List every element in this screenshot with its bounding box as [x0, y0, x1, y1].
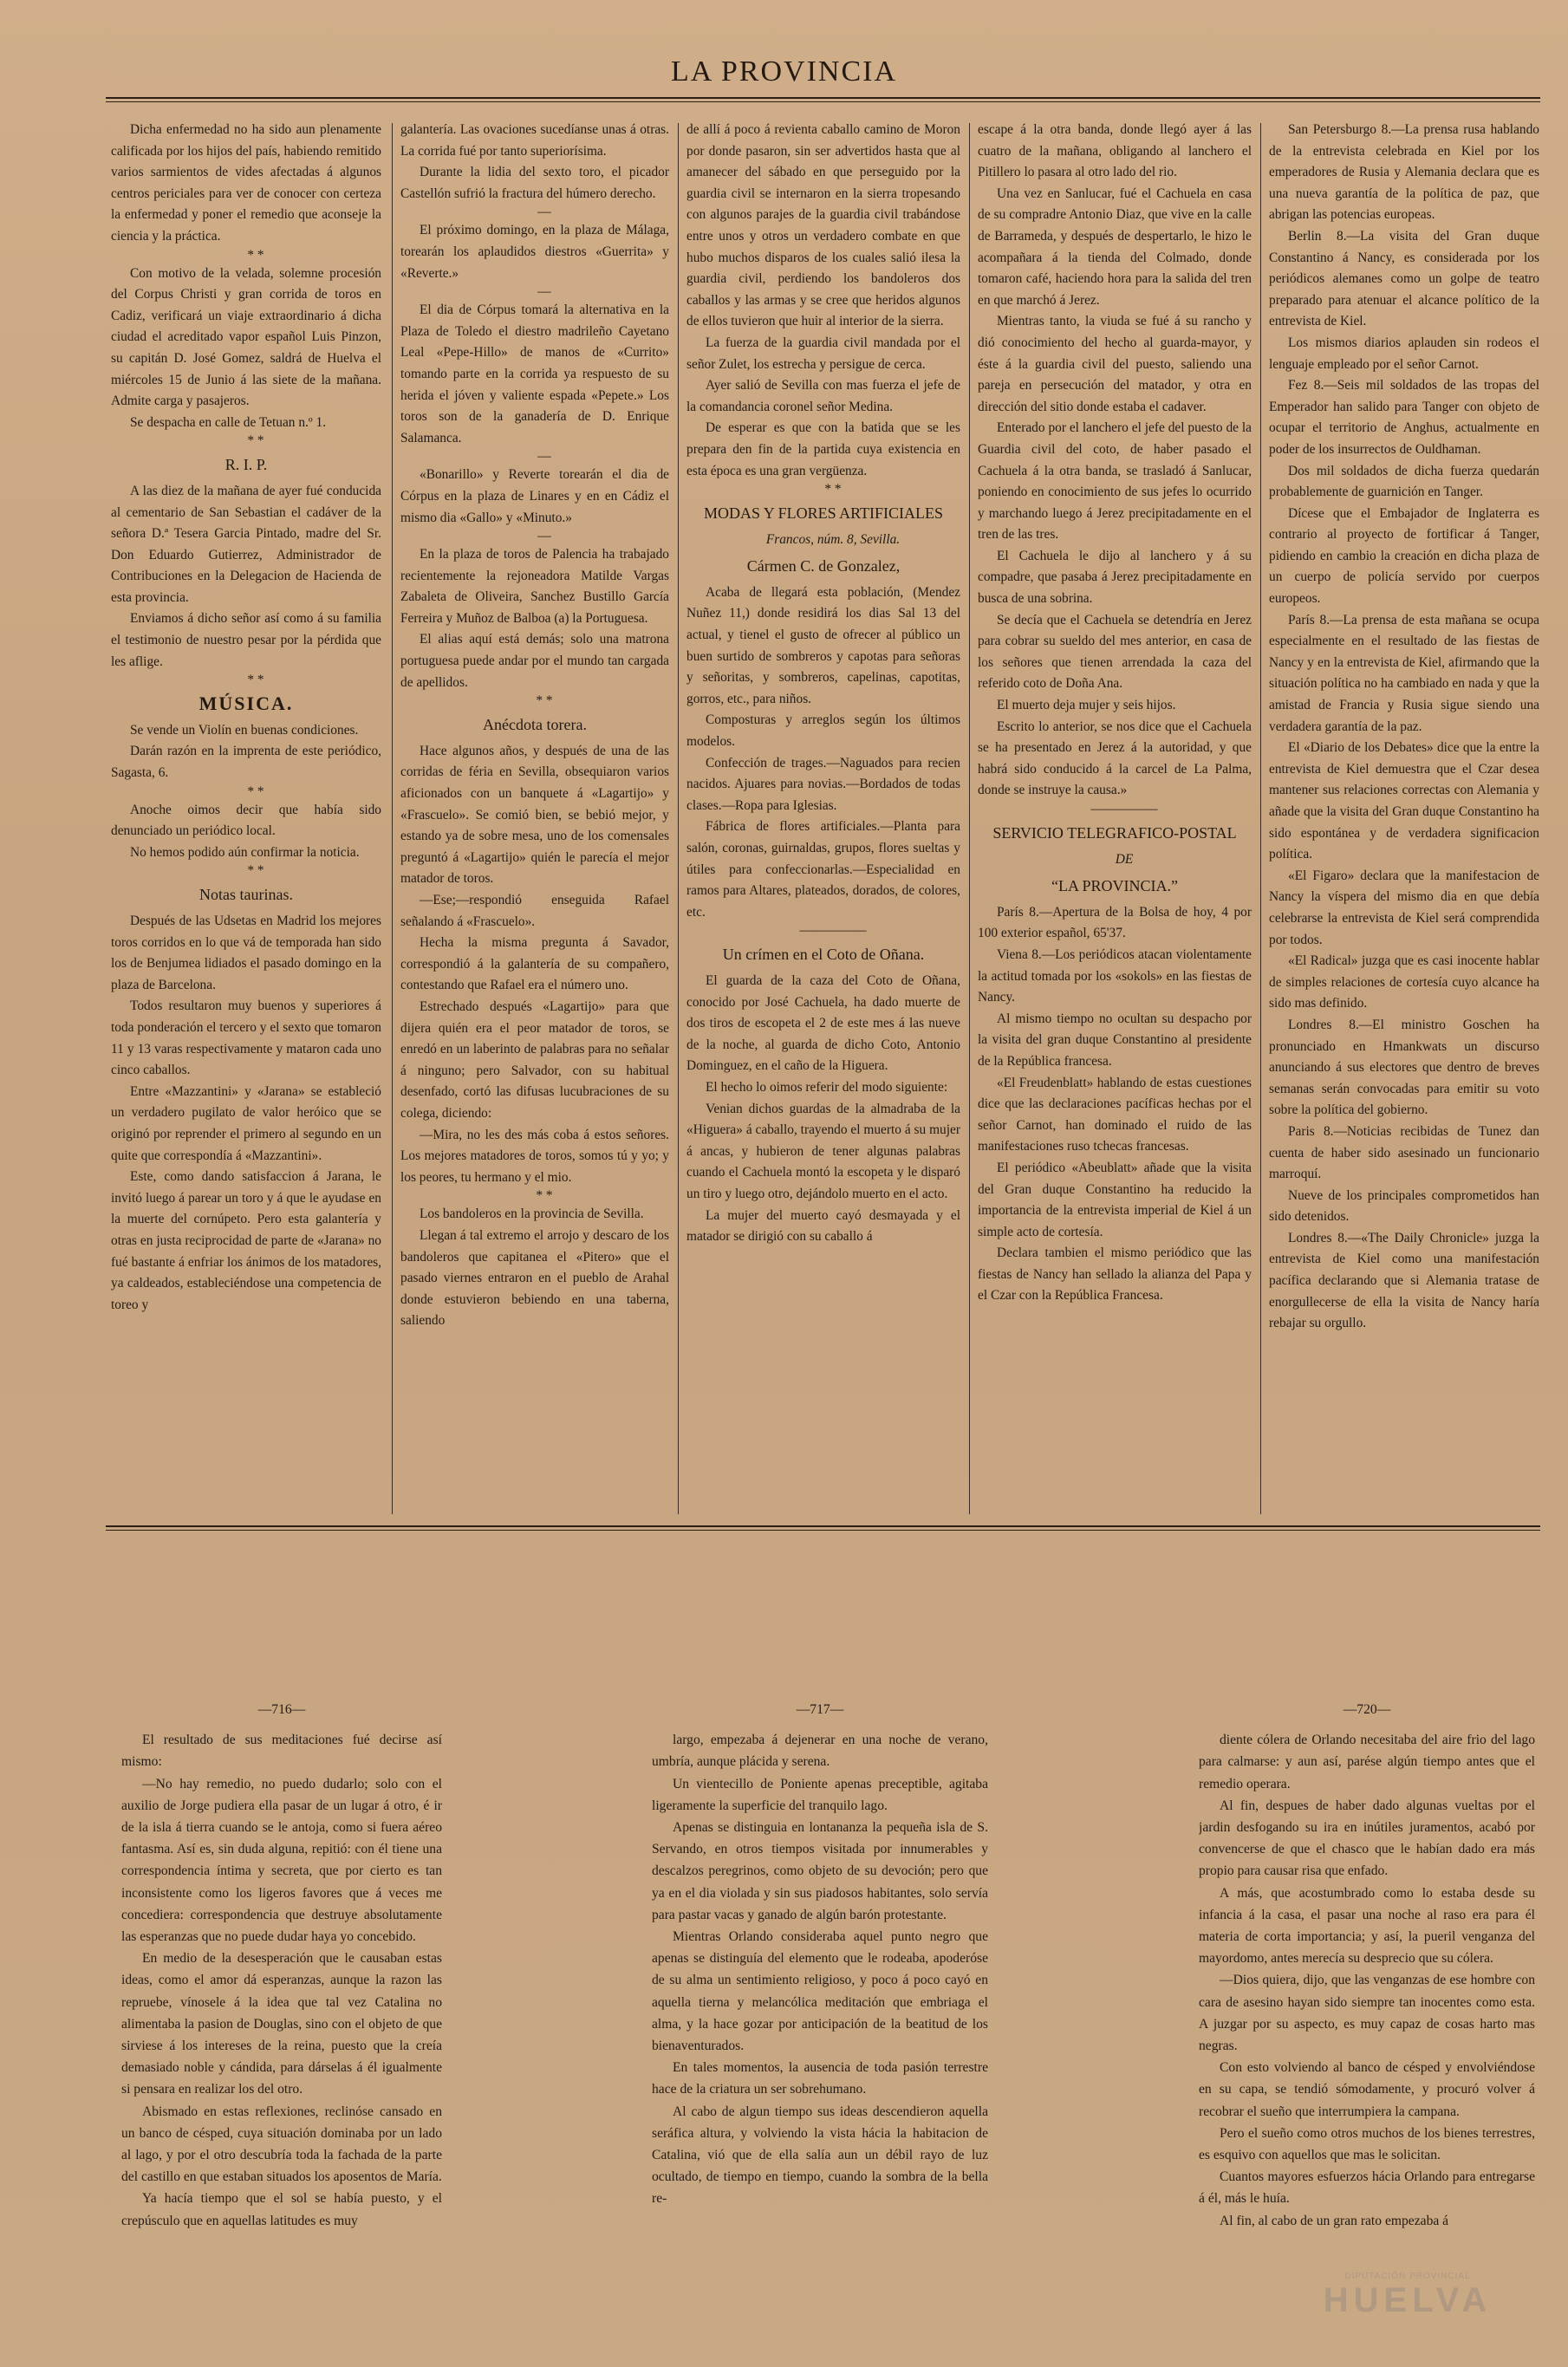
article-paragraph: Enviamos á dicho señor así como á su familia el testimonio de nuestro pesar por la pérdida que les aflige.	[111, 611, 381, 669]
separator: * *	[536, 1188, 553, 1204]
article-paragraph: El guarda de la caza del Coto de Oñana, conocido por José Cachuela, ha dado muerte de dos tiros de escopeta el 2 de este mes á las nueve de la noche, al guarda de dicho Coto, Antonio Dominguez, en el caño de la Higuera.	[686, 972, 960, 1074]
article-paragraph: París 8.—Apertura de la Bolsa de hoy, 4 por 100 exterior español, 65'37.	[978, 904, 1252, 941]
separator: * *	[536, 693, 553, 709]
column-divider	[1260, 123, 1261, 1514]
watermark-big-text: HUELVA	[1323, 2281, 1493, 2319]
article-paragraph: El muerto deja mujer y seis hijos.	[997, 698, 1176, 713]
article-paragraph: Se vende un Violín en buenas condiciones.	[130, 722, 359, 738]
folletin-column-1	[121, 1699, 442, 2271]
article-paragraph: Hecha la misma pregunta á Savador, correspondió á la galantería de su compañero, contestando que Rafael era el número uno.	[400, 935, 669, 993]
article-paragraph: Escrito lo anterior, se nos dice que el Cachuela se ha presentado en Jerez á la autoridad, y que habrá sido conducido á la carcel de La Palma, donde se instruye la causa.»	[978, 719, 1252, 798]
separator: * *	[247, 784, 264, 799]
folletin-paragraph: Abismado en estas reflexiones, reclinóse cansado en un banco de césped, cuya situación dominaba por un lado al lago, y por el otro descubría toda la fachada de la parte del castillo en que estaban situados los aposentos de María.	[121, 2104, 442, 2185]
folletin-paragraph: —No hay remedio, no puedo dudarlo; solo con el auxilio de Jorge pudiera ella pasar de un lugar á otro, é ir de la isla á tierra cuando se le antoja, como si fuera aéreo fantasma. Así es, sin duda alguna, repitió: con él tiene una correspondencia íntima y secreta, que por cierto es tan inconsistente como los ligeros favores que á veces me concediera: correspondencia que destruye absolutamente las esperanzas que no puede dudar haya yo concebido.	[121, 1776, 442, 1945]
section-heading: Notas taurinas.	[199, 886, 293, 904]
section-rule-top	[106, 1525, 1540, 1527]
folletin-paragraph: En tales momentos, la ausencia de toda pasión terrestre hace de la criatura un ser sobrehumano.	[652, 2060, 988, 2097]
article-paragraph: galantería. Las ovaciones sucedíanse unas á otras. La corrida fué por tanto superiorísima.	[400, 122, 669, 159]
article-paragraph: La mujer del muerto cayó desmayada y el matador se dirigió con su caballo á	[686, 1207, 960, 1245]
masthead-rule-top	[106, 97, 1540, 99]
article-paragraph: Se decía que el Cachuela se detendría en Jerez para cobrar su sueldo del mes anterior, en casa de los señores que tienen arrendada la caza del referido coto de Doña Ana.	[978, 612, 1252, 692]
article-paragraph: Confección de trages.—Naguados para recien nacidos. Ajuares para novias.—Bordados de todas clases.—Ropa para Iglesias.	[686, 755, 960, 813]
article-paragraph: escape á la otra banda, donde llegó ayer á las cuatro de la mañana, obligando al lanchero el Pitillero lo pasara al otro lado del rio.	[978, 122, 1252, 180]
article-paragraph: Viena 8.—Los periódicos atacan violentamente la actitud tomada por los «sokols» en las fiestas de Nancy.	[978, 946, 1252, 1005]
article-paragraph: El dia de Córpus tomará la alternativa en la Plaza de Toledo el diestro madrileño Cayetano Leal «Pepe-Hillo» de manos de «Currito» tomando parte en la corrida ya respuesto de su herida el jóven y valiente espada «Pepete.» Los toros son de la ganadería de D. Enrique Salamanca.	[400, 302, 669, 445]
article-paragraph: Llegan á tal extremo el arrojo y descaro de los bandoleros que capitanea el «Pitero» que el pasado viernes entraron en el pueblo de Arahal donde estuvieron bebiendo en una taberna, saliendo	[400, 1227, 669, 1329]
article-paragraph: Paris 8.—Noticias recibidas de Tunez dan cuenta de haber sido asesinado un funcionario marroquí.	[1269, 1123, 1539, 1182]
article-paragraph: Estrechado después «Lagartijo» para que dijera quién era el peor matador de toros, se enredó en un laberinto de palabras para no señalar á ninguno; pero Salvador, con su habitual desenfado, cortó las difusas lucubraciones de su colega, diciendo:	[400, 998, 669, 1121]
article-paragraph: Ayer salió de Sevilla con mas fuerza el jefe de la comandancia coronel señor Medina.	[686, 378, 960, 414]
article-paragraph: Todos resultaron muy buenos y superiores á toda ponderación el tercero y el sexto que tomaron 11 y 13 varas respectivamente y mataron cada uno cinco caballos.	[111, 998, 381, 1078]
article-paragraph: —Ese;—respondió enseguida Rafael señalando á «Frascuelo».	[400, 893, 669, 929]
folletin-column-3	[1199, 1699, 1535, 2271]
article-paragraph: La fuerza de la guardia civil mandada por el señor Zulet, los estrecha y persigue de cerca.	[686, 335, 960, 372]
folletin-column-2	[652, 1699, 988, 2271]
article-paragraph: Nueve de los principales comprometidos han sido detenidos.	[1269, 1187, 1539, 1225]
masthead-rule-bottom	[106, 101, 1540, 102]
article-paragraph: «El Radical» juzga que es casi inocente hablar de simples relaciones de cortesía cuyo alcance ha sido mas definido.	[1269, 953, 1539, 1011]
section-rule-bottom	[106, 1530, 1540, 1531]
article-paragraph: Después de las Udsetas en Madrid los mejores toros corridos en lo que vá de temporada han sido los de Benjumea lidiados el pasado domingo en la plaza de Barcelona.	[111, 914, 381, 992]
folletin-paragraph: Cuantos mayores esfuerzos hácia Orlando para entregarse á él, más le huía.	[1199, 2169, 1535, 2207]
section-heading: Anécdota torera.	[483, 716, 587, 734]
article-paragraph: Al mismo tiempo no ocultan su despacho por la visita del gran duque Constantino al presidente de la República francesa.	[978, 1011, 1252, 1069]
article-paragraph: «El Figaro» declara que la manifestacion de Nancy la víspera del mismo dia en que debía celebrarse la entrevista de Kiel será comprendida por todos.	[1269, 868, 1539, 947]
article-paragraph: Mientras tanto, la viuda se fué á su rancho y dió conocimiento del hecho al guarda-mayor, y éste á la guardia civil del puesto, saliendo una pareja en persecución del matador, y otra en dirección del sitio donde estaba el cadaver.	[978, 314, 1252, 414]
separator: * *	[824, 482, 842, 497]
article-paragraph: El Cachuela le dijo al lanchero y á su compadre, que pasaba á Jerez precipitadamente en busca de una sobrina.	[978, 548, 1252, 607]
column-divider	[392, 123, 393, 1514]
article-paragraph: A las diez de la mañana de ayer fué conducida al cementario de San Sebastian el cadáver de la señora D.ª Tesera Garcia Pintado, madre del Sr. Don Eduardo Gutierrez, Administrador de Contribuciones en la Delegacion de Hacienda de esta provincia.	[111, 483, 381, 605]
article-paragraph: Dicha enfermedad no ha sido aun plenamente calificada por los hijos del país, habiendo remitido varios sarmientos de vides afectadas á algunos centros periciales para ver de conocer con certeza la enfermedad y poner el remedio que aconseje la ciencia y la práctica.	[111, 122, 381, 244]
article-paragraph: Dícese que el Embajador de Inglaterra es contrario al proyecto de fortificar á Tanger, pidiendo en cambio la creación en dicha plaza de un cuerpo de policía servido por cuerpos europeos.	[1269, 505, 1539, 607]
article-paragraph: Los mismos diarios aplauden sin rodeos el lenguaje empleado por el señor Carnot.	[1269, 335, 1539, 372]
page-number: —716—	[257, 1702, 306, 1717]
article-paragraph: Hace algunos años, y después de una de las corridas de féria en Sevilla, obsequiaron varios aficionados con un banquete á «Lagartijo» y «Frascuelo». Se comió bien, se bebió mejor, y estando ya de sobre mesa, uno de los comensales preguntó á «Lagartijo» quién le parecía el mejor matador de toros.	[400, 743, 669, 887]
folletin-paragraph: Al fin, despues de haber dado algunas vueltas por el jardin desfogando su ira en inútiles juramentos, acabó por convencerse de que el chasco que le habían dado era más propio para causar risa que enfado.	[1199, 1798, 1535, 1879]
folletin-paragraph: —Dios quiera, dijo, que las venganzas de ese hombre con cara de asesino hayan sido siempre tan inocentes como esta. A juzgar por su aspecto, es muy capaz de cosas harto mas negras.	[1199, 1973, 1535, 2054]
article-paragraph: Londres 8.—«The Daily Chronicle» juzga la entrevista de Kiel como una manifestación pacífica declarando que si Alemania tratase de enorgullecerse de ella la visita de Nancy haría rebajar su orgullo.	[1269, 1230, 1539, 1331]
folletin-paragraph: Un vientecillo de Poniente apenas preceptible, agitaba ligeramente la superficie del tranquilo lago.	[652, 1776, 988, 1813]
article-paragraph: Darán razón en la imprenta de este periódico, Sagasta, 6.	[111, 744, 381, 781]
folletin-paragraph: Apenas se distinguia en lontananza la pequeña isla de S. Servando, en otros tiempos visitada por innumerables y descalzos peregrinos, como objeto de su devoción; pero que ya en el dia violada y sin sus piadosos habitantes, solo servía para pastar vacas y ganado de algún barón protestante.	[652, 1820, 988, 1922]
separator: * *	[247, 247, 264, 263]
article-paragraph: Los bandoleros en la provincia de Sevilla.	[420, 1206, 644, 1222]
folletin-paragraph: En medio de la desesperación que le causaban estas ideas, como el amor dá esperanzas, aunque la razon las repruebe, vínosele á la idea que tal vez Catalina no alimentaba la pasion de Douglas, sino con el objeto de que sirviese á los intereses de la reina, puesto que la creía demasiado noble y cándida, para dárselas á él igualmente si pensara en realizar los del otro.	[121, 1951, 442, 2097]
article-paragraph: El periódico «Abeublatt» añade que la visita del Gran duque Constantino ha reducido la importancia de la entrevista imperial de Kiel á un simple acto de cortesía.	[978, 1160, 1252, 1239]
section-heading: MÚSICA.	[198, 693, 294, 715]
article-paragraph: Dos mil soldados de dicha fuerza quedarán probablemente de guarnición en Tanger.	[1269, 463, 1539, 500]
folletin-paragraph: diente cólera de Orlando necesitaba del aire frio del lago para calmarse: y aun así, parése algún tiempo antes que el remedio operara.	[1199, 1733, 1535, 1792]
article-paragraph: París 8.—La prensa de esta mañana se ocupa especialmente en el resultado de las fiestas de Nancy y en la entrevista de Kiel, afirmando que la situación política no ha cambiado en nada y que la amistad de Francia y Rusia sigue siendo una verdadera garantía de la paz.	[1269, 612, 1539, 734]
folletin-paragraph: Con esto volviendo al banco de césped y envolviéndose en su capa, se tendió sómodamente, y procuró volver á recobrar el sueño que interrumpiera la campana.	[1199, 2060, 1535, 2119]
separator: * *	[247, 433, 264, 449]
article-paragraph: Se despacha en calle de Tetuan n.º 1.	[130, 414, 327, 430]
page-number: —720—	[1343, 1702, 1391, 1717]
article-paragraph: El alias aquí está demás; solo una matrona portuguesa puede andar por el mundo tan cargada de apellidos.	[400, 632, 669, 690]
column-4	[978, 120, 1252, 1517]
article-paragraph: El próximo domingo, en la plaza de Málaga, torearán los aplaudidos diestros «Guerrita» y «Reverte.»	[400, 223, 669, 281]
article-paragraph: El «Diario de los Debates» dice que la entre la entrevista de Kiel demuestra que el Czar desea mantener sus relaciones correctas con Alemania y añade que la visita del Gran duque Constantino ha sido espontánea y de verdadera significacion política.	[1269, 740, 1539, 862]
article-paragraph: Fez 8.—Seis mil soldados de las tropas del Emperador han salido para Tanger con objeto de ocupar el territorio de Anghus, actualmente en poder de los insurrectos de Ouldhaman.	[1269, 378, 1539, 457]
article-paragraph: Con motivo de la velada, solemne procesión del Corpus Christi y gran corrida de toros en Cadiz, verificará un viaje extraordinario á dicha ciudad el acreditado vapor español Luis Pinzon, su capitán D. José Gomez, saldrá de Huelva el miércoles 15 de Junio á las siete de la mañana. Admite carga y pasajeros.	[111, 265, 381, 409]
article-paragraph: Anoche oimos decir que había sido denunciado un periódico local.	[111, 802, 381, 839]
folletin-paragraph: Mientras Orlando consideraba aquel punto negro que apenas se distinguía del elemento que le rodeaba, apoderóse de su alma un sentimiento religioso, y poco á poco cayó en aquella tierna y melancólica meditación que embriaga el alma, y la hace gozar por anticipación de la beatitud de los bienaventurados.	[652, 1929, 988, 2054]
article-paragraph: San Petersburgo 8.—La prensa rusa hablando de la entrevista celebrada en Kiel por los emperadores de Rusia y Alemania declara que es una nueva garantía de la política de paz, que abrigan las potencias europeas.	[1269, 122, 1539, 223]
section-heading: MODAS Y FLORES ARTIFICIALES	[703, 504, 944, 523]
separator: —	[537, 529, 551, 544]
article-paragraph: «Bonarillo» y Reverte torearán el dia de Córpus en la plaza de Linares y en en Cádiz el mismo dia «Gallo» y «Minuto.»	[400, 467, 669, 525]
separator: —————	[799, 923, 867, 939]
column-2	[400, 120, 669, 1517]
article-paragraph: «El Freudenblatt» hablando de estas cuestiones dice que las declaraciones pacíficas hechas por el señor Carnot, han dominado el ruido de las manifestaciones ruso tchecas francesas.	[978, 1075, 1252, 1154]
article-paragraph: Venian dichos guardas de la almadraba de la «Higuera» á caballo, trayendo el muerto á su mujer á ancas, y hubieron de tener algunas palabras cuando el Cachuela montó la escopeta y le disparó un tiro y luego otro, dejándolo muerto en el acto.	[686, 1101, 960, 1201]
folletin-paragraph: Al cabo de algun tiempo sus ideas descendieron aquella seráfica altura, y volviendo la vista hácia la habitacion de Catalina, vió que de ella salía aun un débil rayo de luz ocultado, de tiempo en tiempo, cuando la sombra de la bella re-	[652, 2104, 988, 2207]
masthead-title: LA PROVINCIA	[670, 55, 898, 88]
section-heading: Cármen C. de Gonzalez,	[746, 557, 901, 575]
article-paragraph: Entre «Mazzantini» y «Jarana» se estableció un verdadero pugilato de valor heróico que se originó por reprender el primero al segundo en un quite que correspondía á «Mazzantini».	[111, 1083, 381, 1163]
separator: —————	[1090, 802, 1158, 816]
folletin-paragraph: Pero el sueño como otros muchos de los bienes terrestres, es esquivo con aquellos que mas le solicitan.	[1199, 2125, 1535, 2163]
column-divider	[969, 123, 970, 1514]
article-paragraph: Acaba de llegará esta población, (Mendez Nuñez 11,) donde residirá los dias Sal 13 del actual, y tienel el gusto de ofrecer al público un buen surtido de sombreros y capotas para señoras y señoritas, y sombreros, capelinas, capotitas, gorros, etc., para niños.	[686, 584, 960, 706]
separator: * *	[247, 673, 264, 688]
column-5	[1269, 120, 1539, 1517]
separator: —	[537, 205, 551, 220]
page-number: —717—	[796, 1702, 844, 1717]
watermark-small-text: DIPUTACIÓN PROVINCIAL	[1344, 2272, 1471, 2281]
article-paragraph: Fábrica de flores artificiales.—Planta para salón, coronas, guirnaldas, grupos, flores sueltas y útiles para confeccionarlas.—Especialidad en ramos para Altares, plateados, dorados, de colores, etc.	[686, 819, 960, 920]
folletin-paragraph: Al fin, al cabo de un gran rato empezaba á	[1220, 2213, 1449, 2228]
column-divider	[678, 123, 679, 1514]
article-paragraph: Declara tambien el mismo periódico que las fiestas de Nancy han sellado la alianza del Papa y el Czar con la República Francesa.	[978, 1245, 1252, 1304]
section-subheading: Francos, núm. 8, Sevilla.	[765, 531, 901, 547]
article-paragraph: Durante la lidia del sexto toro, el picador Castellón sufrió la fractura del húmero derecho.	[400, 165, 669, 201]
section-heading: SERVICIO TELEGRAFICO-POSTAL	[992, 824, 1237, 842]
article-paragraph: —Mira, no les des más coba á estos señores. Los mejores matadores de toros, somos tú y yo; y los peores, tu hermano y el mio.	[400, 1127, 669, 1185]
folletin-paragraph: El resultado de sus meditaciones fué decirse así mismo:	[121, 1733, 442, 1770]
separator: —	[537, 449, 551, 465]
folletin-paragraph: largo, empezaba á dejenerar en una noche de verano, umbría, aunque plácida y serena.	[652, 1733, 988, 1770]
article-paragraph: El hecho lo oimos referir del modo siguiente:	[706, 1079, 948, 1095]
column-3	[686, 120, 960, 1517]
folletin-paragraph: A más, que acostumbrado como lo estaba desde su infancia á la casa, el pasar una noche al raso era para él materia de corta importancia; y así, la pueril venganza del mayordomo, antes merecía su desprecio que su cólera.	[1199, 1885, 1535, 1967]
section-heading: R. I. P.	[224, 456, 268, 474]
article-paragraph: Londres 8.—El ministro Goschen ha pronunciado en Hmankwats un discurso anunciando á sus electores que dentro de breves semanas serán convocadas para emitir su voto sobre la política del gobierno.	[1269, 1017, 1539, 1118]
section-subheading: DE	[1115, 851, 1134, 867]
article-paragraph: No hemos podido aún confirmar la noticia.	[130, 844, 360, 860]
separator: * *	[247, 863, 264, 879]
article-paragraph: En la plaza de toros de Palencia ha trabajado recientemente la rejoneadora Matilde Vargas Zabaleta de Oliveira, Sanchez Bustillo García Ferreira y Muñoz de Balboa (a) la Portuguesa.	[400, 547, 669, 626]
column-1	[111, 120, 381, 1517]
folletin-paragraph: Ya hacía tiempo que el sol se había puesto, y el crepúsculo que en aquellas latitudes es muy	[121, 2191, 442, 2228]
article-paragraph: Composturas y arreglos según los últimos modelos.	[686, 712, 960, 750]
article-paragraph: Este, como dando satisfaccion á Jarana, le invitó luego á parear un toro y á que le ayudase en la muerte del cornúpeto. Pero esta galantería y otras en justa reciprocidad de parte de «Jarana» no fué bastante á enfriar los ánimos de los matadores, ya caldeados, estableciéndose una competencia de toreo y	[111, 1169, 381, 1312]
section-heading: Un crímen en el Coto de Oñana.	[722, 946, 925, 964]
article-paragraph: Enterado por el lanchero el jefe del puesto de la Guardia civil del coto, de haber pasado el Cachuela á la otra banda, se trasladó á Sanlucar, poniendo en conocimiento de sus jefes lo ocurrido y marchando luego á Jerez precipitadamente en el tren de las tres.	[978, 420, 1252, 543]
section-heading: “LA PROVINCIA.”	[1051, 877, 1178, 895]
article-paragraph: de allí á poco á revienta caballo camino de Moron por donde pasaron, sin ser advertidos hasta que al amanecer del sábado en que perseguido por la guardia civil se internaron en la sierra tropesando con algunos parajes de la guardia civil trabándose entre unos y otros un verdadero combate en que hubo muchos disparos de los cuales salió ilesa la guardia civil, perdiendo los bandoleros dos caballos y las armas y se cree que heridos algunos de ellos tuvieron que huir al interior de la sierra.	[686, 122, 960, 329]
article-paragraph: Berlin 8.—La visita del Gran duque Constantino á Nancy, es considerada por los periódicos alemanes como un golpe de teatro preparado para atenuar el alcance político de la entrevista de Kiel.	[1269, 228, 1539, 329]
separator: —	[537, 284, 551, 300]
archive-watermark	[1308, 2272, 1507, 2332]
article-paragraph: Una vez en Sanlucar, fué el Cachuela en casa de su compradre Antonio Diaz, que vive en la calle de Barrameda, y después de despertarlo, le hizo le acompañara á la tienda del Colmado, donde tomaron café, haciendo hora para la salida del tren en que marchó á Jerez.	[978, 185, 1252, 308]
article-paragraph: De esperar es que con la batida que se les prepara den fin de la partida cuya existencia en esta época es una gran vergüenza.	[686, 420, 960, 478]
